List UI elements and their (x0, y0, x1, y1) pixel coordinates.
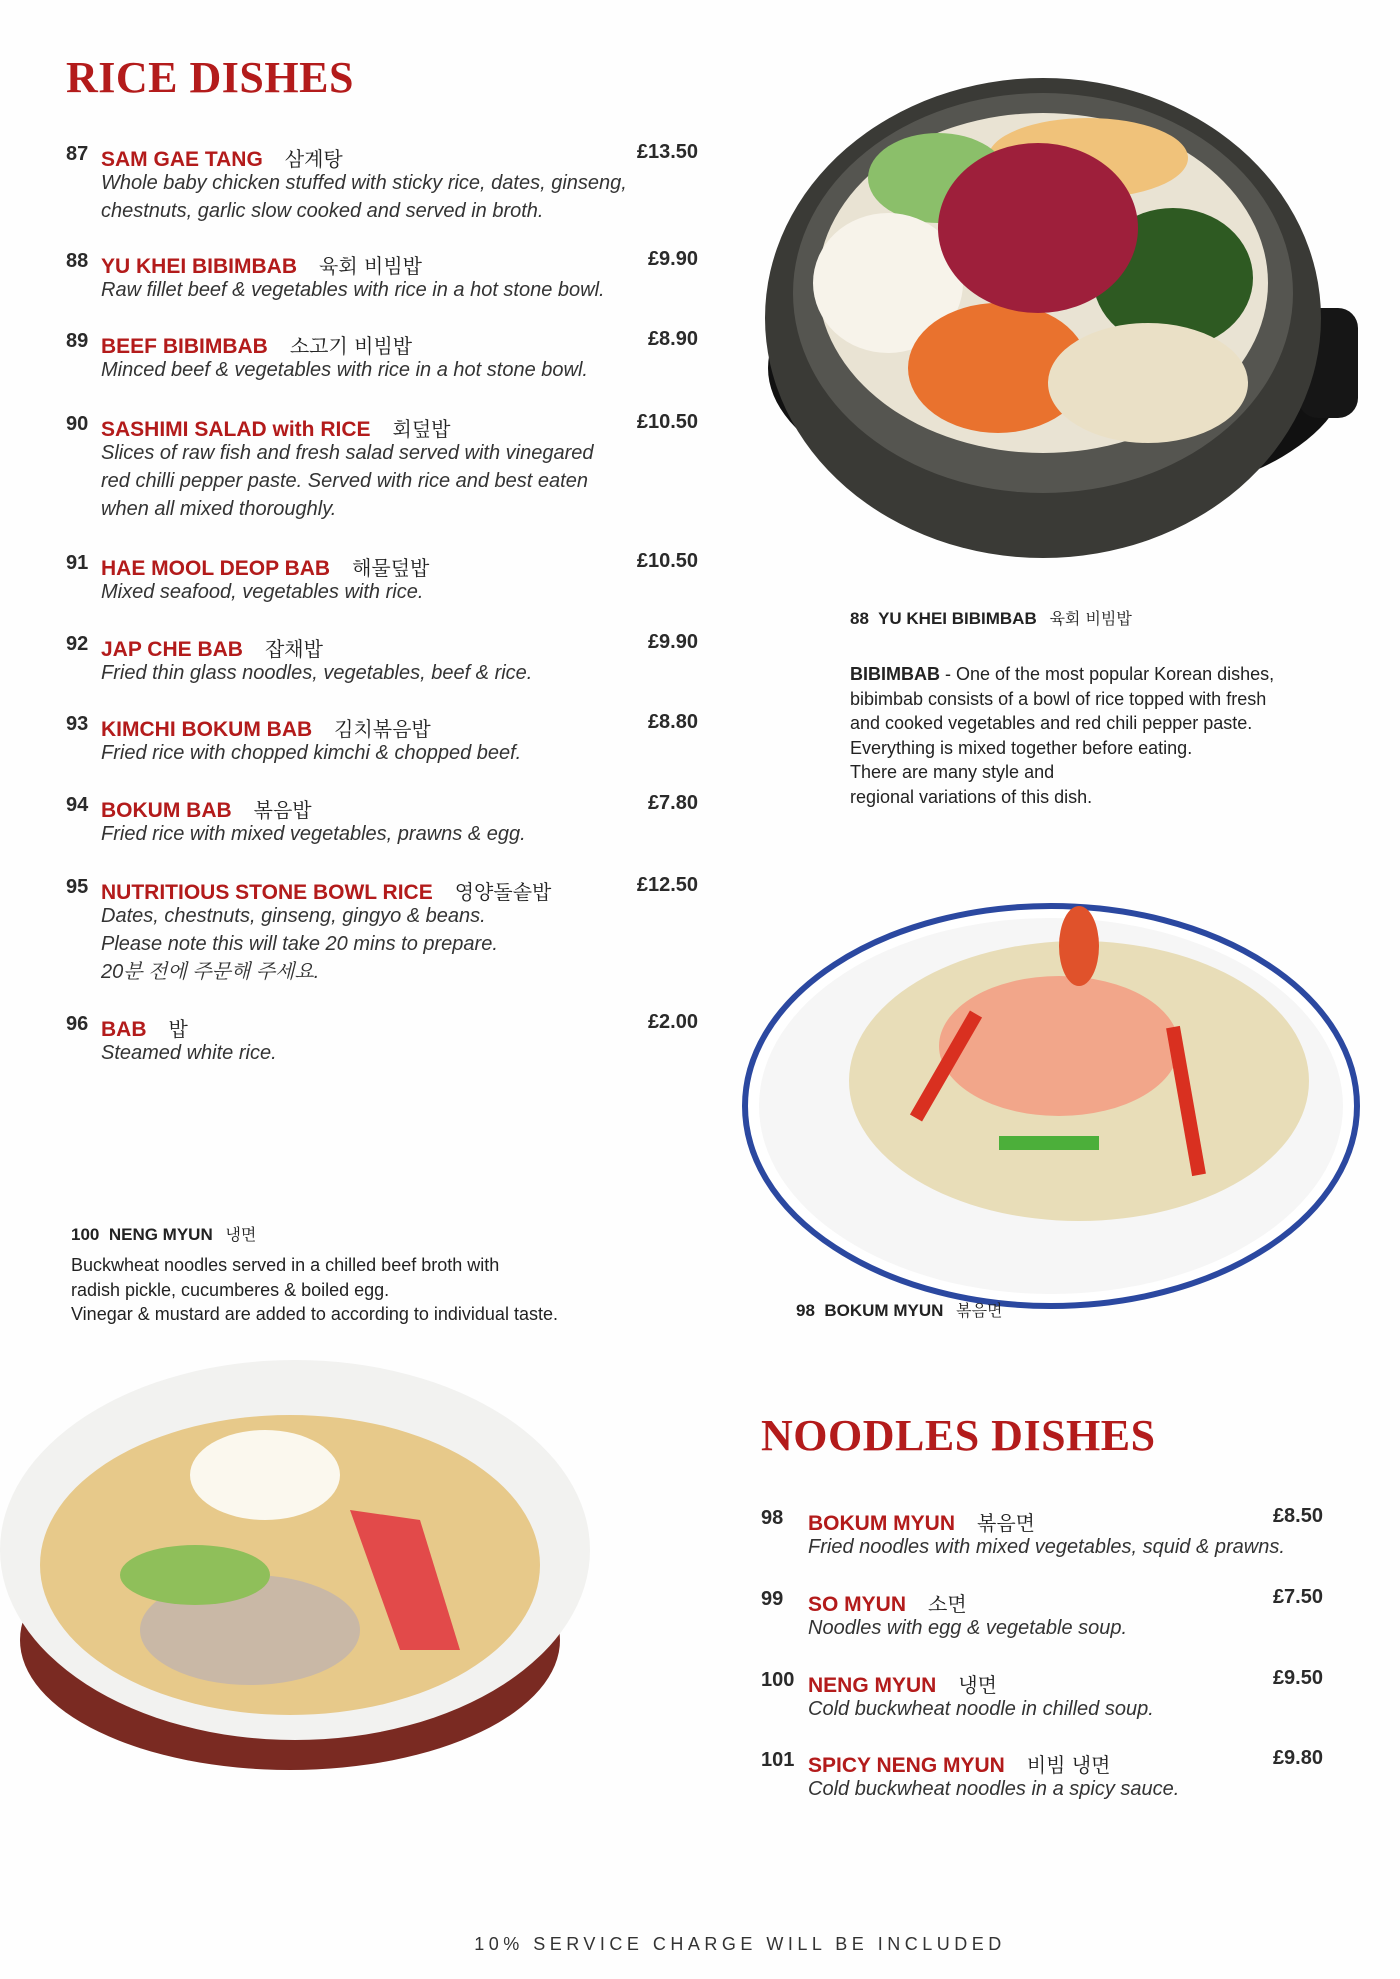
item-korean-name: 볶음밥 (253, 798, 312, 822)
item-korean-name: 밥 (168, 1017, 188, 1041)
item-price: £10.50 (636, 411, 698, 433)
bokum-myun-photo (739, 856, 1365, 1336)
item-number: 96 (66, 1013, 89, 1035)
note-line: Everything is mixed together before eating. (850, 737, 1193, 758)
item-korean-name: 소고기 비빔밥 (289, 334, 413, 358)
item-price: £12.50 (636, 874, 698, 896)
item-description (808, 1614, 1127, 1642)
item-name-text: BEEF BIBIMBAB (101, 335, 268, 358)
item-name-text: KIMCHI BOKUM BAB (101, 718, 313, 741)
item-korean-name: 잡채밥 (264, 637, 323, 661)
item-description (808, 1533, 1285, 1561)
item-name (808, 1588, 967, 1617)
item-name (808, 1749, 1110, 1778)
item-price: £2.00 (647, 1011, 698, 1033)
note-line: Vinegar & mustard are added to according to individual taste. (71, 1304, 558, 1324)
item-name (101, 794, 312, 823)
item-name-text: JAP CHE BAB (101, 638, 243, 661)
item-number: 92 (66, 633, 89, 655)
item-description (101, 820, 526, 848)
description-line: Minced beef & vegetables with rice in a hot stone bowl. (101, 359, 588, 381)
item-korean-name: 비빔 냉면 (1026, 1753, 1111, 1777)
item-name-text: BOKUM MYUN (808, 1512, 955, 1535)
item-name-text: NUTRITIOUS STONE BOWL RICE (101, 881, 433, 904)
item-korean-name: 삼계탕 (284, 147, 343, 171)
item-korean-name: 김치볶음밥 (334, 717, 431, 741)
description-line: chestnuts, garlic slow cooked and served in broth. (101, 200, 544, 222)
description-line: Fried rice with mixed vegetables, prawns & egg. (101, 823, 526, 845)
description-line: Noodles with egg & vegetable soup. (808, 1617, 1128, 1639)
description-line: Fried rice with chopped kimchi & chopped beef. (101, 742, 522, 764)
note-line: - One of the most popular Korean dishes, (940, 664, 1275, 684)
bibimbab-photo (758, 68, 1362, 568)
description-line: 20분 전에 주문해 주세요. (101, 961, 320, 983)
note-line: There are many style and (850, 762, 1055, 782)
item-korean-name: 육회 비빔밥 (319, 254, 422, 278)
item-name (101, 633, 323, 662)
neng-myun-photo-caption (71, 1222, 256, 1245)
item-description (101, 739, 521, 767)
description-line: Fried thin glass noodles, vegetables, beef & rice. (101, 662, 533, 684)
bibimbab-note-lead: BIBIMBAB (850, 664, 940, 684)
neng-myun-note (71, 1253, 558, 1327)
item-price: £7.80 (647, 792, 698, 814)
item-name (101, 1013, 188, 1042)
item-name-text: BOKUM BAB (101, 799, 232, 822)
item-name (808, 1507, 1035, 1536)
item-korean-name: 소면 (928, 1592, 967, 1616)
caption-name: NENG MYUN (108, 1225, 213, 1244)
item-number: 98 (761, 1507, 784, 1529)
item-name (101, 250, 422, 279)
note-line: regional variations of this dish. (850, 786, 1093, 807)
description-line: Whole baby chicken stuffed with sticky rice, dates, ginseng, (101, 172, 627, 194)
rice-dishes-title: RICE DISHES (66, 53, 354, 102)
description-line: Dates, chestnuts, ginseng, gingyo & beans. (101, 905, 486, 927)
item-name-text: SAM GAE TANG (101, 148, 263, 171)
item-price: £9.90 (647, 631, 698, 653)
service-charge-notice: 10% SERVICE CHARGE WILL BE INCLUDED (474, 1934, 1006, 1954)
note-line: radish pickle, cucumberes & boiled egg. (71, 1279, 390, 1300)
item-description (101, 1039, 277, 1067)
item-description (101, 439, 593, 523)
noodles-dishes-title: NOODLES DISHES (761, 1411, 1156, 1460)
item-name-text: BAB (101, 1018, 147, 1041)
description-line: Mixed seafood, vegetables with rice. (101, 581, 424, 603)
item-description (101, 169, 627, 225)
item-price: £8.90 (647, 328, 698, 350)
item-number: 90 (66, 413, 89, 435)
item-number: 88 (66, 250, 89, 272)
item-number: 91 (66, 552, 89, 574)
item-number: 101 (761, 1749, 795, 1771)
item-price: £9.90 (647, 248, 698, 270)
item-description (808, 1775, 1179, 1803)
item-name-text: SPICY NENG MYUN (808, 1754, 1005, 1777)
bibimbab-photo-caption (850, 606, 1132, 629)
description-line: red chilli pepper paste. Served with rice and best eaten (101, 470, 588, 492)
description-line: Steamed white rice. (101, 1042, 277, 1064)
item-korean-name: 회덮밥 (392, 417, 451, 441)
caption-korean: 볶음면 (956, 1301, 1003, 1320)
item-name-text: NENG MYUN (808, 1674, 937, 1697)
item-name-text: SO MYUN (808, 1593, 907, 1616)
item-price: £13.50 (636, 141, 698, 163)
description-line: Please note this will take 20 mins to prepare. (101, 933, 498, 955)
item-price: £8.80 (647, 711, 698, 733)
description-line: when all mixed thoroughly. (101, 498, 337, 520)
item-korean-name: 해물덮밥 (352, 556, 430, 580)
item-description (808, 1695, 1154, 1723)
item-price: £9.50 (1272, 1667, 1323, 1689)
caption-name: YU KHEI BIBIMBAB (878, 609, 1037, 628)
item-number: 89 (66, 330, 89, 352)
caption-name: BOKUM MYUN (824, 1301, 944, 1320)
note-line: Buckwheat noodles served in a chilled beef broth with (71, 1255, 500, 1275)
item-name-text: HAE MOOL DEOP BAB (101, 557, 331, 580)
item-korean-name: 볶음면 (977, 1511, 1035, 1535)
item-price: £7.50 (1272, 1586, 1323, 1608)
item-name (101, 552, 429, 581)
description-line: Raw fillet beef & vegetables with rice in a hot stone bowl. (101, 279, 605, 301)
note-line: and cooked vegetables and red chili pepper paste. (850, 713, 1253, 733)
item-number: 95 (66, 876, 89, 898)
item-price: £10.50 (636, 550, 698, 572)
description-line: Cold buckwheat noodles in a spicy sauce. (808, 1778, 1180, 1800)
description-line: Slices of raw fish and fresh salad served with vinegared (101, 442, 594, 464)
item-description (101, 578, 423, 606)
item-description (101, 356, 588, 384)
item-name-text: SASHIMI SALAD with RICE (101, 418, 371, 441)
item-name (101, 143, 343, 172)
caption-number: 88 (850, 609, 869, 628)
description-line: Cold buckwheat noodle in chilled soup. (808, 1698, 1154, 1720)
item-price: £9.80 (1272, 1747, 1323, 1769)
item-name (101, 330, 412, 359)
item-number: 87 (66, 143, 89, 165)
item-price: £8.50 (1272, 1505, 1323, 1527)
item-korean-name: 영양돌솥밥 (454, 880, 552, 904)
item-description (101, 659, 532, 687)
caption-korean: 육회 비빔밥 (1049, 609, 1132, 628)
item-number: 100 (761, 1669, 795, 1691)
description-line: Fried noodles with mixed vegetables, squid & prawns. (808, 1536, 1285, 1558)
item-korean-name: 냉면 (958, 1673, 997, 1697)
item-name-text: YU KHEI BIBIMBAB (101, 255, 298, 278)
item-number: 99 (761, 1588, 784, 1610)
bibimbab-note (850, 662, 1274, 809)
note-line: bibimbab consists of a bowl of rice topped with fresh (850, 688, 1267, 709)
item-name (101, 713, 431, 742)
item-name (101, 413, 450, 442)
caption-number: 100 (71, 1225, 100, 1244)
item-name (808, 1669, 997, 1698)
neng-myun-photo (0, 1350, 600, 1780)
caption-number: 98 (796, 1301, 815, 1320)
caption-korean: 냉면 (225, 1225, 257, 1244)
bokum-myun-photo-caption (796, 1298, 1002, 1321)
item-description (101, 902, 498, 986)
item-number: 93 (66, 713, 89, 735)
item-name (101, 876, 551, 905)
item-number: 94 (66, 794, 89, 816)
item-description (101, 276, 605, 304)
